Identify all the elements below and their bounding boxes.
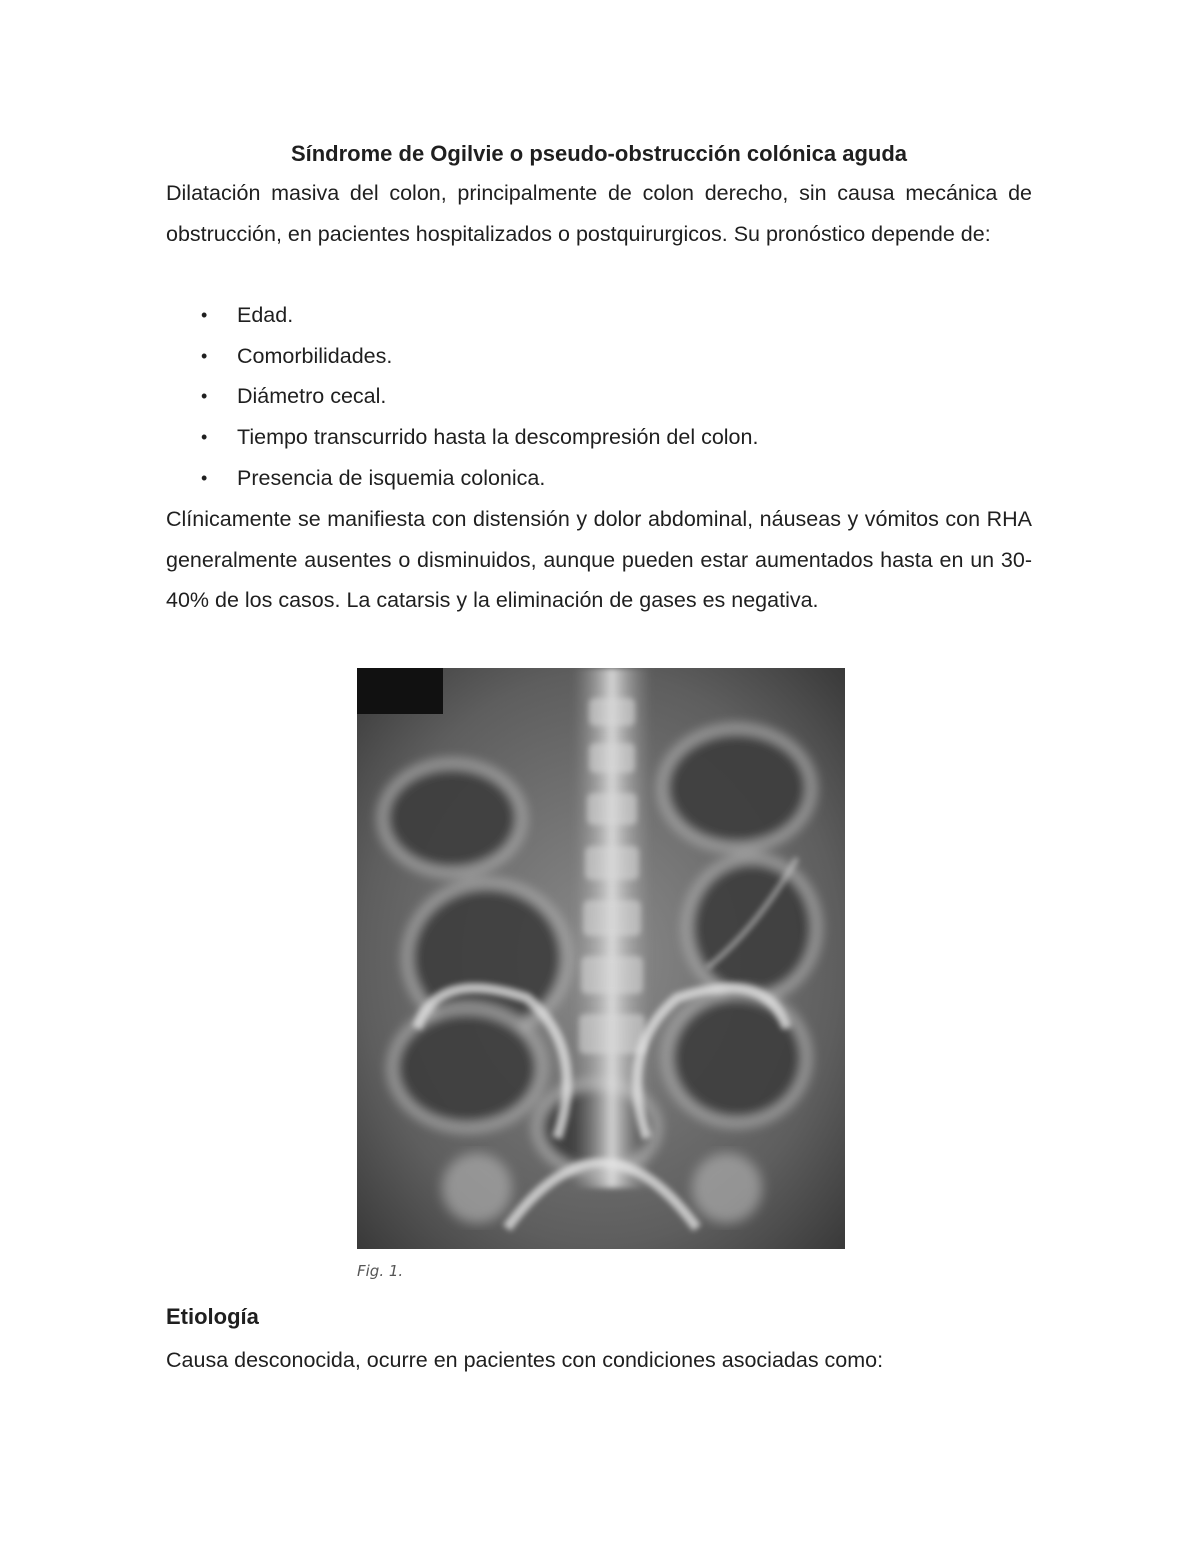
- bullet-icon: •: [201, 467, 208, 488]
- abdominal-xray-image: [357, 668, 845, 1249]
- bullet-icon: •: [201, 386, 208, 407]
- list-item-text: Comorbilidades.: [237, 343, 393, 368]
- list-item: [166, 417, 1032, 458]
- list-item: [166, 458, 1032, 499]
- list-item: [166, 336, 1032, 377]
- list-item: [166, 376, 1032, 417]
- prognosis-list: [166, 295, 1032, 499]
- bullet-icon: •: [201, 305, 208, 325]
- document-title: Síndrome de Ogilvie o pseudo-obstrucción colónica aguda: [290, 141, 908, 166]
- list-item-text: Diámetro cecal.: [237, 384, 387, 409]
- xray-illustration: [357, 668, 845, 1249]
- list-item-text: Presencia de isquemia colonica.: [237, 465, 546, 490]
- etiology-paragraph: Causa desconocida, ocurre en pacientes con condiciones asociadas como:: [166, 1348, 884, 1372]
- list-item-text: Edad.: [237, 303, 294, 327]
- clinical-paragraph: Clínicamente se manifiesta con distensión y dolor abdominal, náuseas y vómitos con RHA generalmente ausentes o disminuidos, aunque pueden estar aumentados hasta en un 30-40% de los casos. La catarsis y la eliminación de gases es negativa.: [166, 507, 1032, 613]
- list-item-text: Tiempo transcurrido hasta la descompresión del colon.: [237, 425, 759, 450]
- bullet-icon: •: [201, 345, 208, 366]
- figure-caption: Fig. 1.: [357, 1262, 404, 1280]
- section-heading-etiologia: Etiología: [166, 1304, 259, 1329]
- list-item: [166, 295, 1032, 336]
- bullet-icon: •: [201, 427, 208, 448]
- intro-paragraph: Dilatación masiva del colon, principalmente de colon derecho, sin causa mecánica de obstrucción, en pacientes hospitalizados o postquirurgicos. Su pronóstico depende de:: [166, 181, 1032, 246]
